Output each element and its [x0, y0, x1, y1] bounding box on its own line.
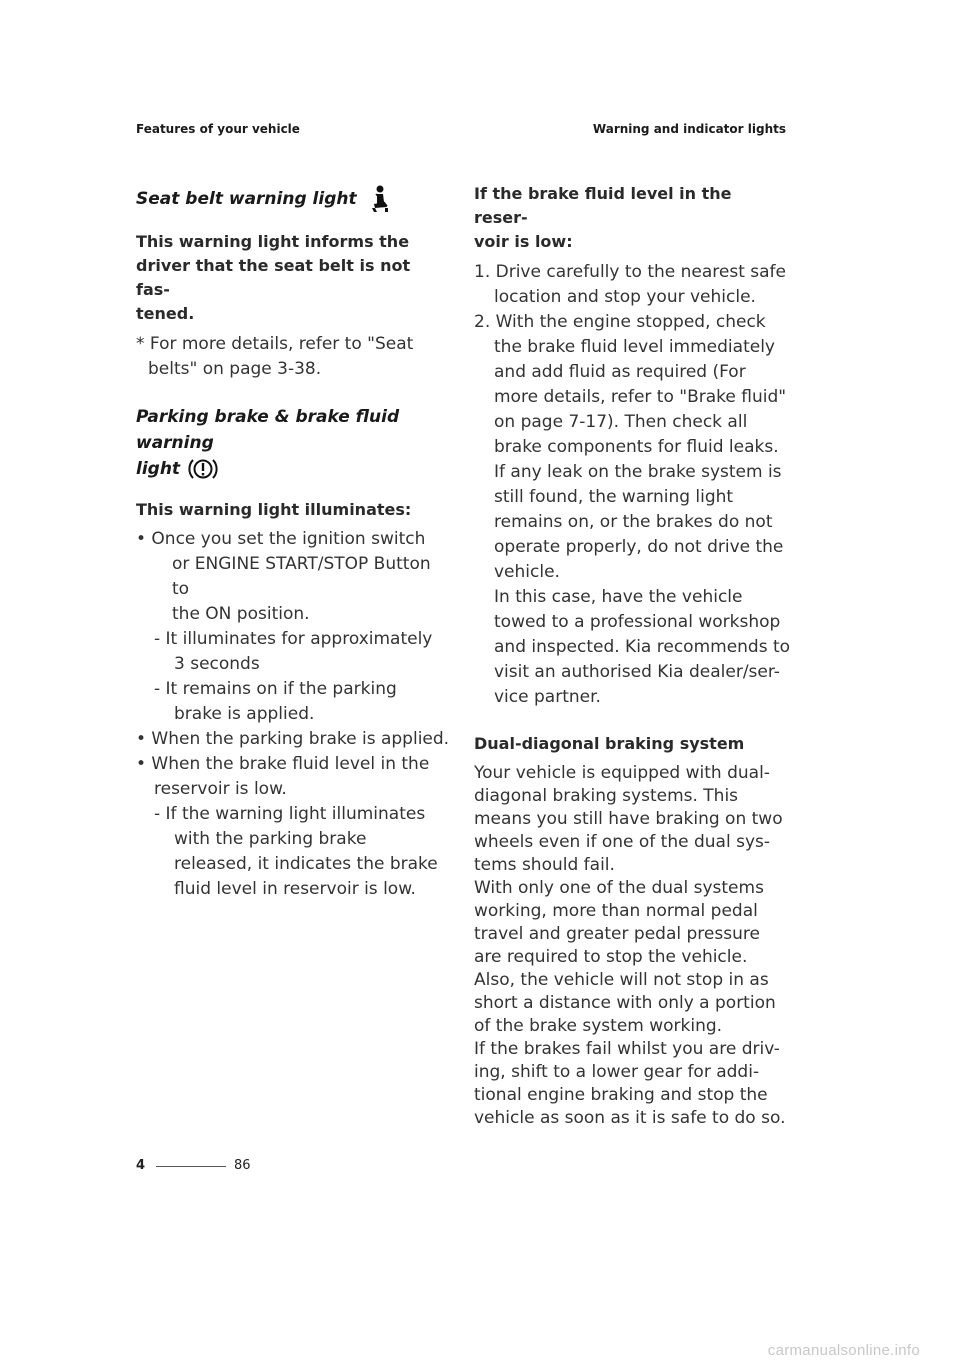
low-fluid-steps — [474, 260, 791, 710]
dual-diagonal-heading: Dual-diagonal braking system — [474, 734, 745, 753]
note-line: * For more details, refer to "Seat — [136, 334, 414, 354]
list-line: 3 seconds — [174, 654, 260, 674]
seatbelt-section-title — [136, 182, 448, 216]
step-item — [474, 310, 791, 710]
site-watermark: carmanualsonline.info — [767, 1342, 920, 1359]
step-line: the brake fluid level immediately — [494, 337, 775, 357]
step-line: vehicle. — [494, 562, 560, 582]
note-line: belts" on page 3-38. — [148, 359, 322, 379]
heading-line: This warning light informs the — [136, 232, 410, 251]
body-line: With only one of the dual systems — [474, 878, 764, 898]
body-line: travel and greater pedal pressure — [474, 924, 760, 944]
step-line: location and stop your vehicle. — [494, 287, 756, 307]
body-line: Also, the vehicle will not stop in as — [474, 970, 769, 990]
step-item — [474, 260, 786, 310]
step-line: remains on, or the brakes do not — [494, 512, 773, 532]
step-line: still found, the warning light — [494, 487, 734, 507]
body-line: working, more than normal pedal — [474, 901, 758, 921]
list-item: • When the parking brake is applied. — [136, 729, 450, 749]
list-line: - It illuminates for approximately — [154, 629, 433, 649]
list-line: fluid level in reservoir is low. — [174, 879, 416, 899]
body-line: tems should fail. — [474, 855, 615, 875]
brake-section-title — [136, 404, 448, 482]
list-item — [136, 527, 448, 627]
heading-line: driver that the seat belt is not fas- — [136, 256, 411, 299]
step-line: In this case, have the vehicle — [494, 587, 743, 607]
body-line: ing, shift to a lower gear for addi- — [474, 1062, 760, 1082]
body-line: If the brakes fail whilst you are driv- — [474, 1039, 780, 1059]
step-line: brake components for fluid leaks. — [494, 437, 779, 457]
page-number: 86 — [234, 1158, 251, 1173]
chapter-number: 4 — [136, 1158, 146, 1173]
step-line: visit an authorised Kia dealer/ser- — [494, 662, 780, 682]
body-line: means you still have braking on two — [474, 809, 783, 829]
list-line: or ENGINE START/STOP Button to — [172, 554, 431, 599]
list-line: brake is applied. — [174, 704, 315, 724]
body-line: diagonal braking systems. This — [474, 786, 739, 806]
seatbelt-icon — [363, 184, 393, 214]
step-line: operate properly, do not drive the — [494, 537, 784, 557]
dual-diagonal-body — [474, 762, 786, 1130]
brake-illuminates-heading: This warning light illuminates: — [136, 500, 412, 519]
right-column — [474, 182, 791, 1130]
list-line: released, it indicates the brake — [174, 854, 438, 874]
body-line: tional engine braking and stop the — [474, 1085, 768, 1105]
brake-title-line: light — [136, 459, 181, 479]
step-line: and inspected. Kia recommends to — [494, 637, 791, 657]
step-line: 1. Drive carefully to the nearest safe — [474, 262, 787, 282]
list-line: - If the warning light illuminates — [154, 804, 426, 824]
body-line: short a distance with only a portion — [474, 993, 776, 1013]
heading-line: If the brake fluid level in the reser- — [474, 184, 732, 227]
list-line: reservoir is low. — [154, 779, 287, 799]
body-line: wheels even if one of the dual sys- — [474, 832, 770, 852]
sub-list-item — [136, 627, 448, 677]
seatbelt-note — [136, 332, 448, 382]
list-line: • When the brake fluid level in the — [136, 754, 430, 774]
step-line: on page 7-17). Then check all — [494, 412, 748, 432]
body-line: are required to stop the vehicle. — [474, 947, 748, 967]
list-line: • Once you set the ignition switch — [136, 529, 426, 549]
header-page-topic: Warning and indicator lights — [592, 122, 786, 136]
step-line: towed to a professional workshop — [494, 612, 781, 632]
step-line: and add fluid as required (For — [494, 362, 746, 382]
footer-divider — [156, 1166, 226, 1167]
step-line: 2. With the engine stopped, check — [474, 312, 766, 332]
brake-warning-icon — [186, 456, 220, 482]
list-line: - It remains on if the parking — [154, 679, 397, 699]
brake-conditions-list — [136, 527, 448, 902]
body-line: vehicle as soon as it is safe to do so. — [474, 1108, 786, 1128]
heading-line: voir is low: — [474, 232, 573, 251]
body-line: Your vehicle is equipped with dual- — [474, 763, 770, 783]
page-footer — [136, 1158, 251, 1173]
step-line: vice partner. — [494, 687, 601, 707]
step-line: If any leak on the brake system is — [494, 462, 782, 482]
list-item — [136, 752, 448, 802]
brake-title-line: Parking brake & brake fluid warning — [136, 407, 400, 453]
seatbelt-title-text: Seat belt warning light — [136, 189, 357, 209]
list-line: the ON position. — [172, 604, 310, 624]
list-line: with the parking brake — [174, 829, 367, 849]
body-line: of the brake system working. — [474, 1016, 723, 1036]
sub-list-item — [136, 802, 448, 902]
heading-line: tened. — [136, 304, 195, 323]
header-section-title: Features of your vehicle — [136, 122, 300, 136]
seatbelt-heading — [136, 230, 448, 326]
left-column — [136, 182, 448, 902]
low-fluid-heading — [474, 182, 786, 254]
step-line: more details, refer to "Brake fluid" — [494, 387, 787, 407]
sub-list-item — [136, 677, 448, 727]
